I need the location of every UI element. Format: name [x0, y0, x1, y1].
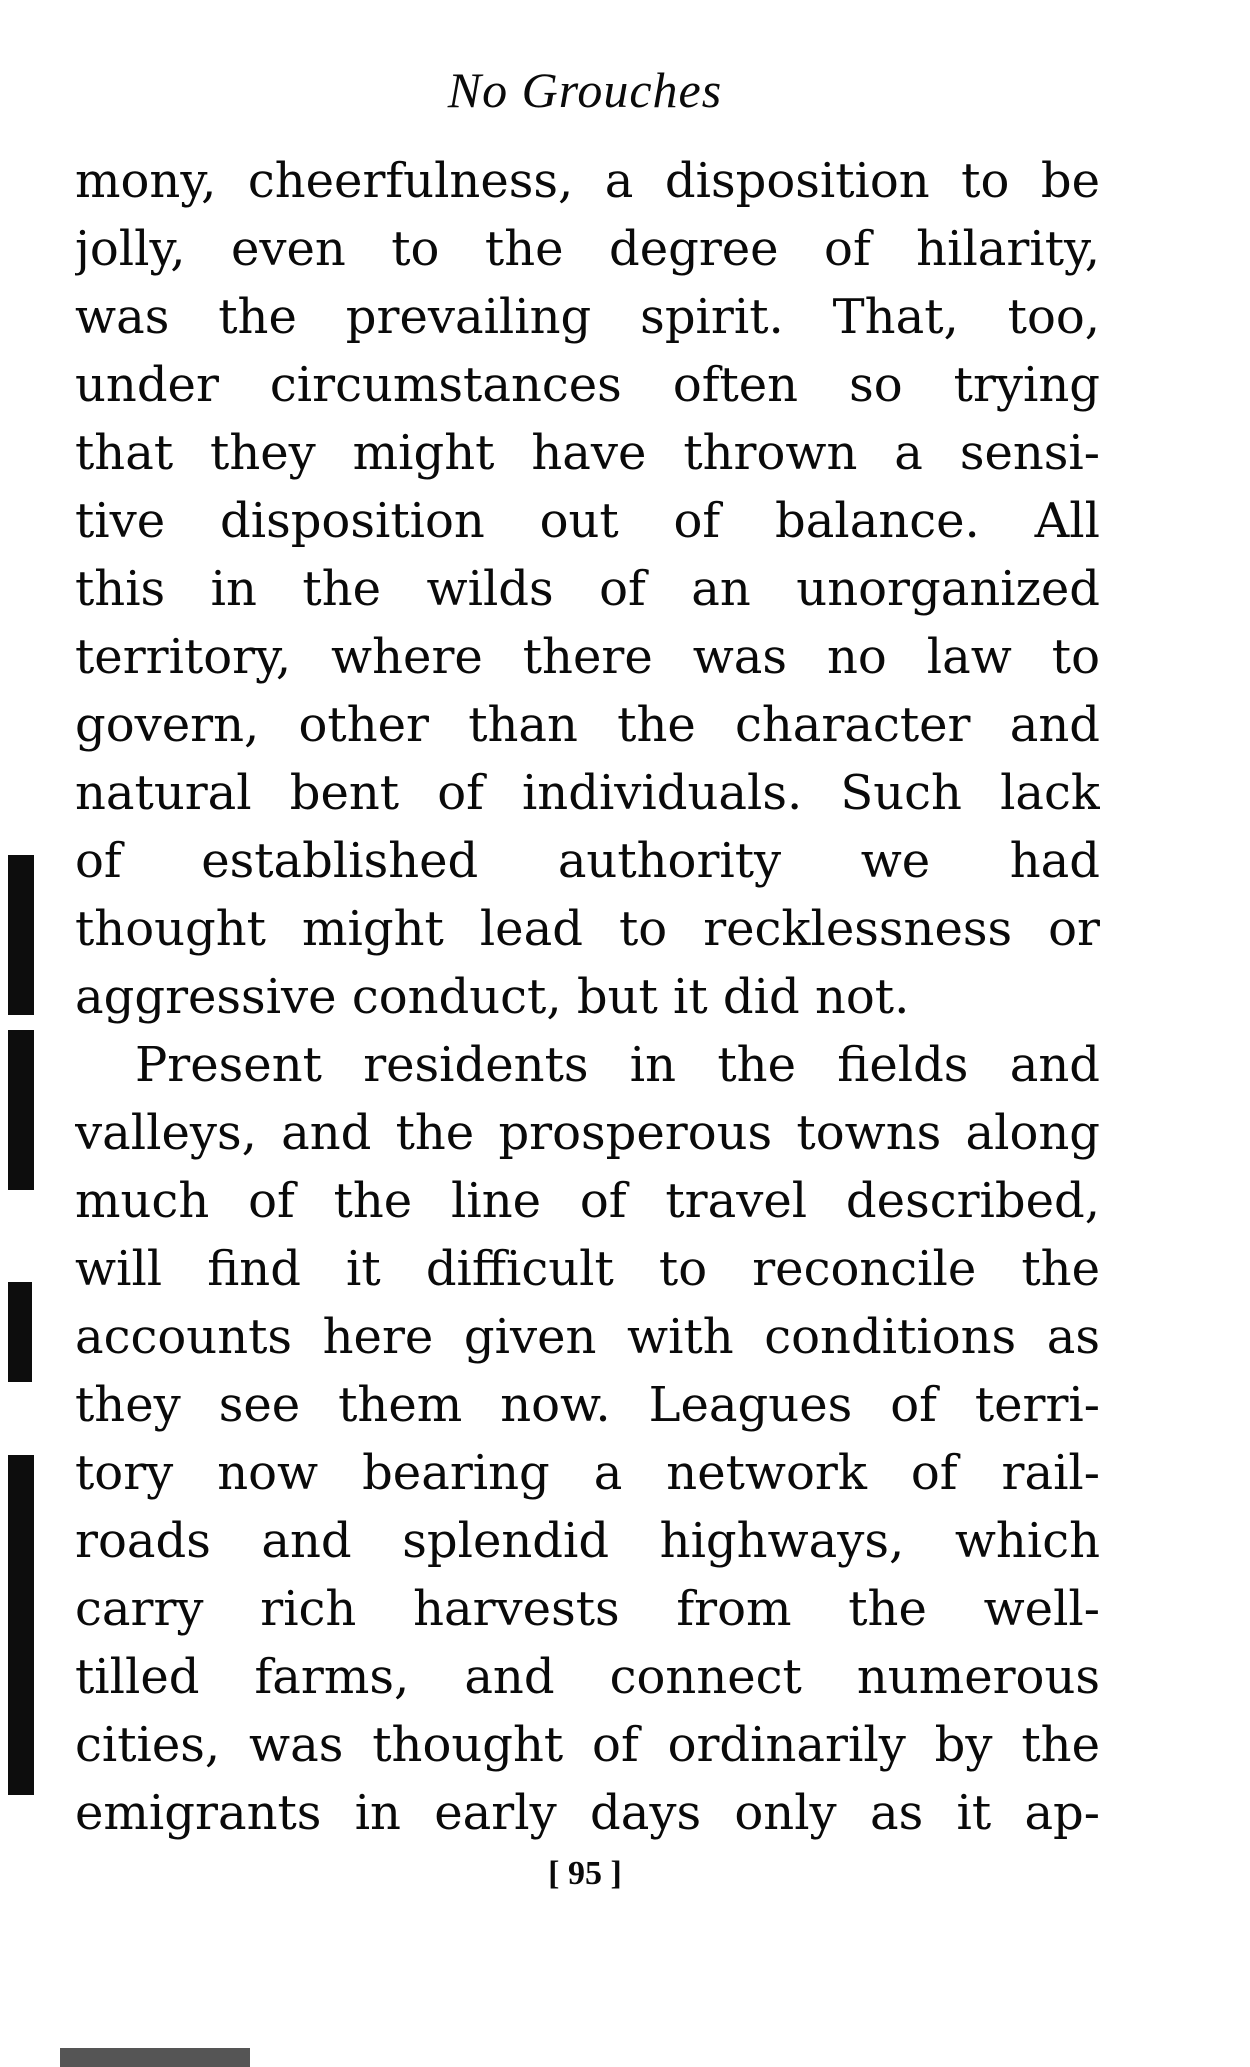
text-line: jolly, even to the degree of hilarity, — [75, 221, 1100, 277]
scan-artifact — [8, 1282, 32, 1382]
text-line: tory now bearing a network of rail- — [75, 1445, 1100, 1501]
running-title: No Grouches — [447, 62, 723, 118]
text-line: this in the wilds of an unorganized — [75, 561, 1100, 617]
text-line: aggressive conduct, but it did not. — [75, 969, 910, 1025]
text-line: accounts here given with conditions as — [75, 1309, 1100, 1365]
scan-artifact — [60, 2048, 250, 2067]
text-line: tive disposition out of balance. All — [75, 493, 1100, 549]
text-line: thought might lead to recklessness or — [75, 901, 1100, 957]
text-line: govern, other than the character and — [75, 697, 1100, 753]
text-line: roads and splendid highways, which — [75, 1513, 1100, 1569]
scan-artifact — [8, 855, 34, 1015]
text-line: natural bent of individuals. Such lack — [75, 765, 1100, 821]
text-line: Present residents in the fields and — [135, 1037, 1100, 1093]
text-line: that they might have thrown a sensi- — [75, 425, 1100, 481]
text-line: will find it difficult to reconcile the — [75, 1241, 1100, 1297]
page-body-text — [75, 147, 1100, 1847]
scan-artifact — [8, 1030, 34, 1190]
text-line: tilled farms, and connect numerous — [75, 1649, 1100, 1705]
text-line: they see them now. Leagues of terri- — [75, 1377, 1100, 1433]
text-line: valleys, and the prosperous towns along — [75, 1105, 1100, 1161]
text-line: territory, where there was no law to — [75, 629, 1100, 685]
text-line: cities, was thought of ordinarily by the — [75, 1717, 1100, 1773]
text-line: was the prevailing spirit. That, too, — [75, 289, 1100, 345]
text-line: emigrants in early days only as it ap- — [75, 1785, 1100, 1841]
text-line: mony, cheerfulness, a disposition to be — [75, 153, 1100, 209]
text-line: carry rich harvests from the well- — [75, 1581, 1100, 1637]
page-number: [ 95 ] — [548, 1855, 622, 1892]
text-line: much of the line of travel described, — [75, 1173, 1100, 1229]
scan-artifact — [8, 1455, 34, 1795]
text-line: of established authority we had — [75, 833, 1100, 889]
text-line: under circumstances often so trying — [75, 357, 1100, 413]
